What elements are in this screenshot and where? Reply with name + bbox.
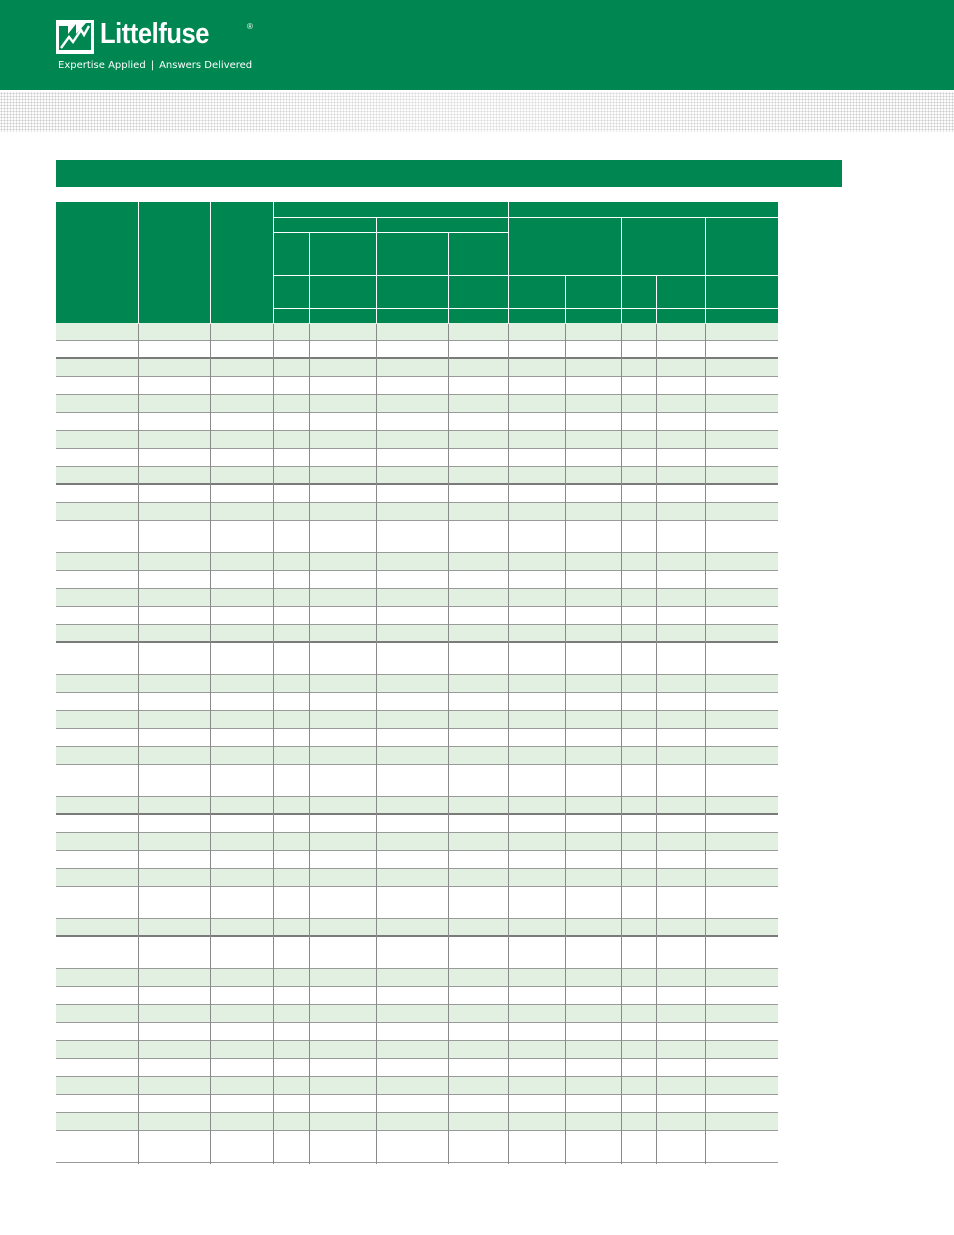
table-row (56, 449, 778, 467)
brand-name: Littelfuse (100, 18, 210, 50)
table-row (56, 1077, 778, 1095)
table-row (56, 485, 778, 503)
table-row (56, 625, 778, 643)
table-row (56, 571, 778, 589)
table-row (56, 377, 778, 395)
header-divider (508, 202, 509, 323)
tagline-divider: | (150, 60, 155, 71)
tagline-left: Expertise Applied (58, 60, 146, 71)
table-row (56, 729, 778, 747)
table-row (56, 395, 778, 413)
table-row (56, 1059, 778, 1077)
header-divider (309, 232, 310, 323)
header-divider (448, 232, 449, 323)
column-divider (138, 324, 139, 1164)
table-row (56, 1005, 778, 1023)
table-row (56, 969, 778, 987)
littelfuse-logo-icon (56, 20, 94, 54)
table-row (56, 937, 778, 969)
table-row (56, 589, 778, 607)
table-row (56, 341, 778, 359)
table-row (56, 765, 778, 797)
table-row (56, 919, 778, 937)
header-divider (273, 202, 274, 323)
table-row (56, 833, 778, 851)
column-divider (210, 324, 211, 1164)
header-divider (376, 217, 377, 323)
header-divider (274, 275, 778, 276)
table-row (56, 675, 778, 693)
dot-pattern-fade (0, 92, 954, 132)
section-title-bar (56, 160, 842, 187)
header-divider (656, 275, 657, 323)
table-row (56, 693, 778, 711)
column-divider (376, 324, 377, 1164)
table-row (56, 1095, 778, 1113)
table-row (56, 413, 778, 431)
table-row (56, 797, 778, 815)
header-divider (705, 217, 706, 323)
table-row (56, 521, 778, 553)
tagline-right: Answers Delivered (159, 60, 253, 71)
column-divider (656, 324, 657, 1164)
table-row (56, 359, 778, 377)
header-divider (274, 217, 778, 218)
table-row (56, 987, 778, 1005)
brand-tagline (58, 60, 252, 71)
table-row (56, 1113, 778, 1131)
table-header (56, 202, 778, 323)
column-divider (705, 324, 706, 1164)
column-divider (621, 324, 622, 1164)
header-divider (138, 202, 139, 323)
table-row (56, 607, 778, 625)
table-row (56, 887, 778, 919)
table-row (56, 1131, 778, 1163)
column-divider (565, 324, 566, 1164)
header-divider (210, 202, 211, 323)
header-divider (274, 308, 778, 309)
table-row (56, 815, 778, 833)
table-row (56, 431, 778, 449)
table-row (56, 1041, 778, 1059)
table-row (56, 851, 778, 869)
table-row (56, 1023, 778, 1041)
column-divider (273, 324, 274, 1164)
page-header (0, 0, 954, 90)
header-divider (621, 217, 622, 323)
table-row (56, 323, 778, 341)
column-divider (508, 324, 509, 1164)
registered-mark: ® (247, 22, 253, 31)
header-divider (565, 275, 566, 323)
table-row (56, 503, 778, 521)
table-row (56, 711, 778, 729)
table-row (56, 553, 778, 571)
table-row (56, 467, 778, 485)
column-divider (448, 324, 449, 1164)
table-row (56, 869, 778, 887)
column-divider (309, 324, 310, 1164)
table-row (56, 643, 778, 675)
table-row (56, 747, 778, 765)
